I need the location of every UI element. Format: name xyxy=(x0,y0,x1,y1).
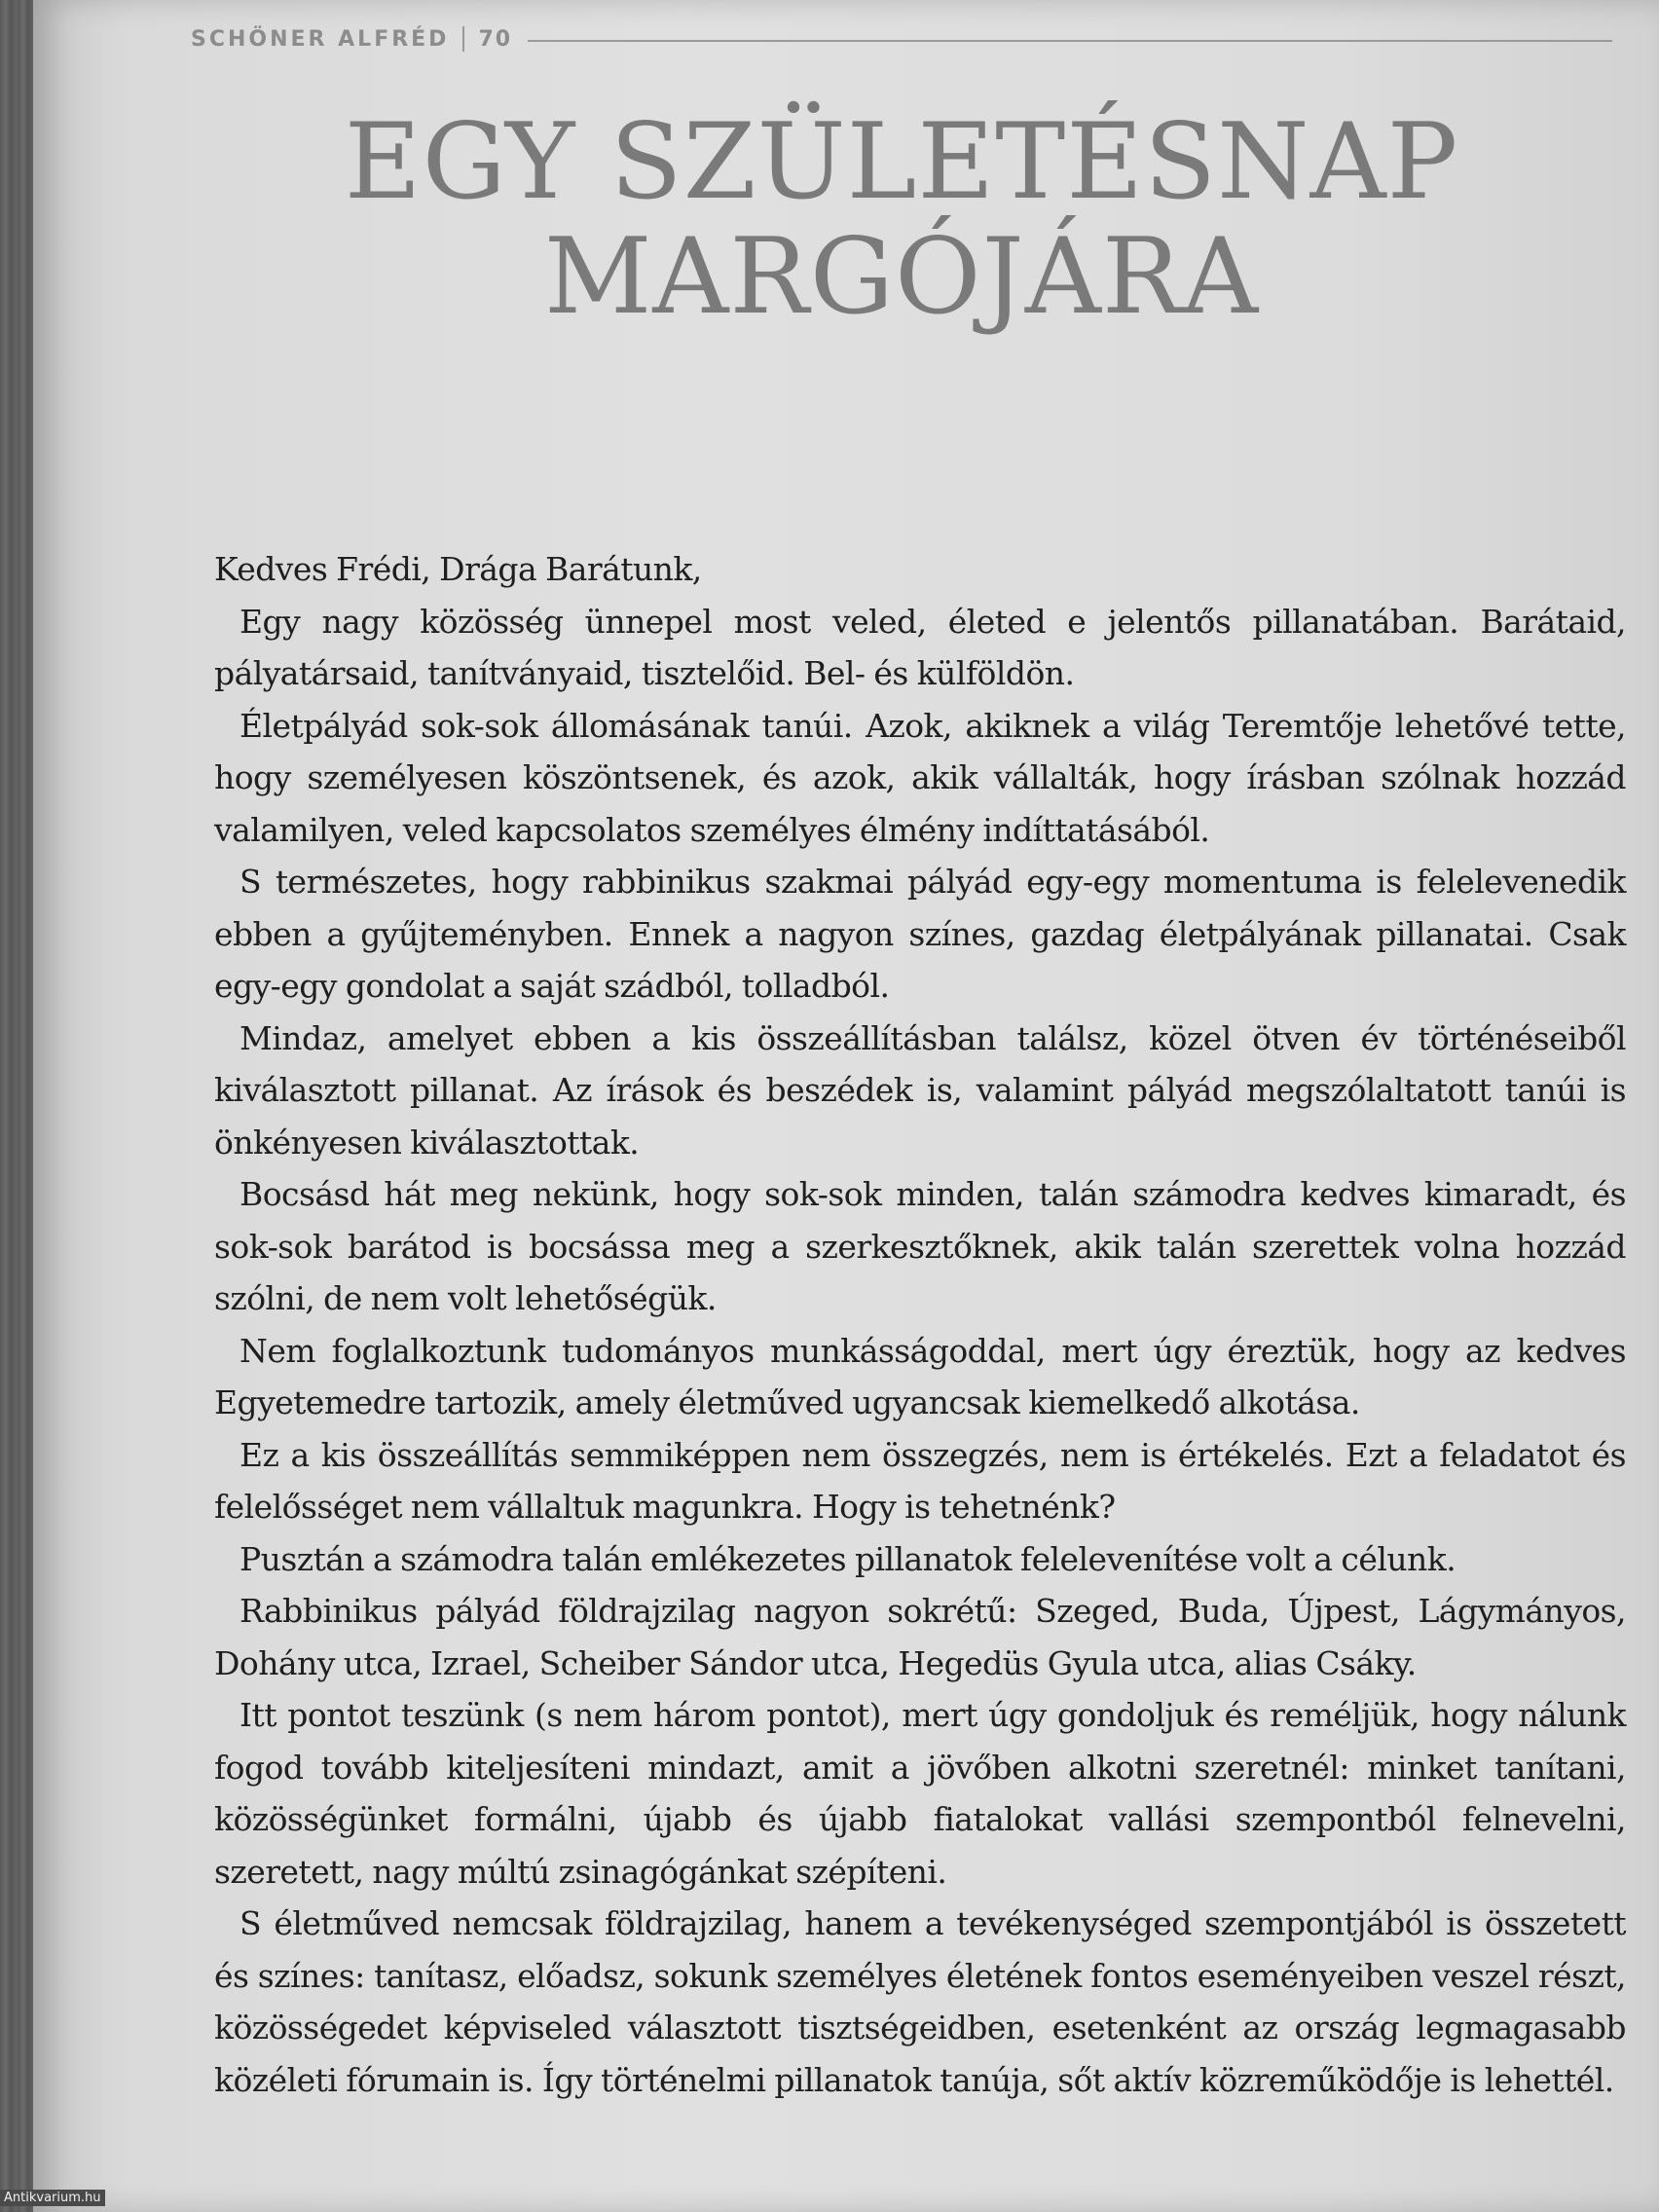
header-rule xyxy=(528,40,1612,42)
paragraph-8: Pusztán a számodra talán emlékezetes pillanatok felelevenítése volt a célunk. xyxy=(240,1539,1456,1578)
paragraph-5: Bocsásd hát meg nekünk, hogy sok-sok minden, talán számodra kedves kimaradt, és sok-sok barátod is bocsássa meg a szerkesztőknek, akik talán szerettek volna hozzád szólni, de nem volt lehetőségük. xyxy=(214,1175,1626,1317)
page-number: 70 xyxy=(478,26,513,52)
header-separator xyxy=(462,26,464,52)
paragraph-9: Rabbinikus pályád földrajzilag nagyon sokrétű: Szeged, Buda, Újpest, Lágymányos, Dohány utca, Izrael, Scheiber Sándor utca, Hegedüs Gyula utca, alias Csáky. xyxy=(214,1592,1626,1682)
paragraph-10: Itt pontot teszünk (s nem három pontot), mert úgy gondoljuk és reméljük, hogy nálunk fogod tovább kiteljesíteni mindazt, amit a jövőben alkotni szeretnél: minket tanítani, közösségünket formálni, újabb és újabb fiatalokat vallási szempontból felnevelni, szeretett, nagy múltú zsinagógánkat szépíteni. xyxy=(214,1696,1626,1891)
salutation: Kedves Frédi, Drága Barátunk, xyxy=(214,550,702,588)
letter-body xyxy=(214,543,1626,2106)
paragraph-1: Egy nagy közösség ünnepel most veled, életed e jelentős pillanatában. Barátaid, pályatársaid, tanítványaid, tisztelőid. Bel- és külföldön. xyxy=(214,602,1626,692)
header-author: SCHÖNER ALFRÉD xyxy=(191,26,450,52)
chapter-title-line-1: EGY SZÜLETÉSNAP xyxy=(344,101,1459,223)
chapter-title xyxy=(191,101,1612,338)
paragraph-4: Mindaz, amelyet ebben a kis összeállításban találsz, közel ötven év történéseiből kiválasztott pillanat. Az írások és beszédek is, valamint pályád megszólaltatott tanúi is önkényesen kiválasztottak. xyxy=(214,1018,1626,1161)
chapter-title-line-2: MARGÓJÁRA xyxy=(543,216,1260,338)
paragraph-2: Életpályád sok-sok állomásának tanúi. Azok, akiknek a világ Teremtője lehetővé tette, hogy személyesen köszöntsenek, és azok, akik vállalták, hogy írásban szólnak hozzád valamilyen, veled kapcsolatos személyes élmény indíttatásából. xyxy=(214,706,1626,849)
paragraph-7: Ez a kis összeállítás semmiképpen nem összegzés, nem is értékelés. Ezt a feladatot és felelősséget nem vállaltuk magunkra. Hogy is tehetnénk? xyxy=(214,1435,1626,1526)
running-header xyxy=(191,18,1612,60)
paragraph-3: S természetes, hogy rabbinikus szakmai pályád egy-egy momentuma is felelevenedik ebben a gyűjteményben. Ennek a nagyon színes, gazdag életpályának pillanatai. Csak egy-egy gondolat a saját szádból, tolladból. xyxy=(214,863,1626,1005)
site-watermark: Antikvarium.hu xyxy=(0,2190,105,2206)
paragraph-11: S életműved nemcsak földrajzilag, hanem a tevékenységed szempontjából is összetett és színes: tanítasz, előadsz, sokunk személyes életének fontos eseményeiben veszel részt, közösségedet képviseled választott tisztségeidben, esetenként az ország legmagasabb közéleti fórumain is. Így történelmi pillanatok tanúja, sőt aktív közreműködője is lehettél. xyxy=(214,1904,1626,2099)
paragraph-6: Nem foglalkoztunk tudományos munkásságoddal, mert úgy éreztük, hogy az kedves Egyetemedre tartozik, amely életműved ugyancsak kiemelkedő alkotása. xyxy=(214,1331,1626,1421)
